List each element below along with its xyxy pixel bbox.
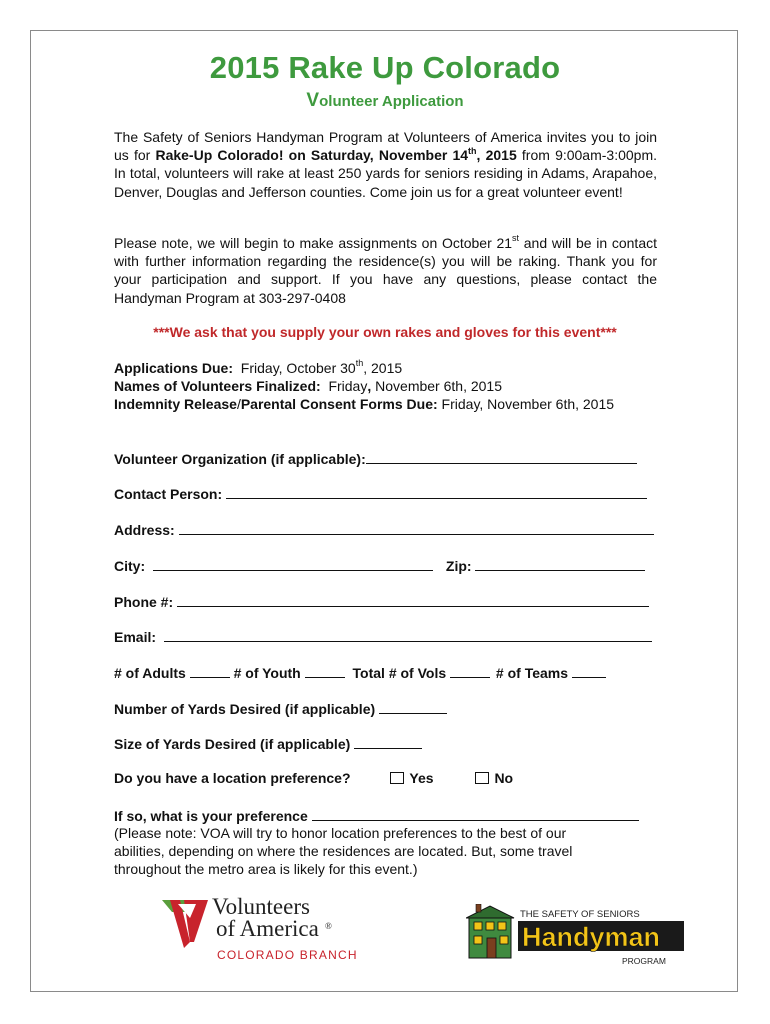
handyman-logo bbox=[466, 904, 686, 968]
handyman-bottom-text: PROGRAM bbox=[622, 956, 666, 966]
voa-logo bbox=[160, 892, 360, 964]
city-label: City: bbox=[114, 558, 153, 574]
page-title: 2015 Rake Up Colorado bbox=[209, 50, 561, 85]
applications-due-value: Friday, October 30 bbox=[233, 360, 356, 376]
intro-paragraph bbox=[114, 128, 657, 201]
indemnity-label-b: Parental Consent Forms Due: bbox=[240, 396, 438, 413]
names-finalized-comma: , bbox=[367, 378, 372, 395]
phone-field[interactable] bbox=[177, 592, 649, 607]
applications-due-line bbox=[114, 359, 674, 377]
yes-checkbox[interactable] bbox=[390, 772, 404, 784]
yards-number-label: Number of Yards Desired (if applicable) bbox=[114, 701, 380, 717]
yards-size-row bbox=[114, 734, 422, 754]
voa-line1: Volunteers bbox=[212, 894, 310, 919]
address-row bbox=[114, 520, 654, 540]
voa-line2: of America bbox=[216, 916, 319, 941]
location-row bbox=[114, 770, 513, 790]
handyman-top-text: THE SAFETY OF SENIORS bbox=[520, 909, 640, 920]
email-label: Email: bbox=[114, 629, 164, 645]
zip-label: Zip: bbox=[445, 558, 476, 574]
indemnity-due-value: Friday, November 6th, 2015 bbox=[437, 396, 615, 413]
assignment-text-1: Please note, we will begin to make assignments on October 21 bbox=[114, 235, 513, 251]
deadline-list bbox=[114, 359, 674, 414]
preference-label: If so, what is your preference bbox=[114, 808, 312, 824]
page-subtitle bbox=[0, 90, 770, 112]
preference-field[interactable] bbox=[312, 806, 639, 821]
names-finalized-date: November 6th, 2015 bbox=[371, 378, 502, 395]
no-label: No bbox=[494, 770, 514, 786]
zip-field[interactable] bbox=[475, 556, 645, 571]
voa-branch: COLORADO BRANCH bbox=[217, 948, 358, 962]
contact-field[interactable] bbox=[226, 484, 647, 499]
applications-due-label: Applications Due: bbox=[114, 360, 234, 376]
applications-due-sup: th bbox=[355, 358, 364, 369]
handyman-main-text: Handyman bbox=[522, 922, 661, 952]
city-field[interactable] bbox=[153, 556, 433, 571]
counts-row bbox=[114, 663, 606, 683]
youth-label: # of Youth bbox=[233, 665, 305, 681]
phone-label: Phone #: bbox=[114, 594, 178, 610]
indemnity-due-line bbox=[114, 395, 674, 413]
email-row bbox=[114, 627, 652, 647]
subtitle-rest: olunteer Application bbox=[319, 93, 464, 110]
intro-text-2: from 9:00am-3:00pm. In total, volunteers will rake at least 250 yards for seniors residing in Adams, Arapahoe, Denver, Douglas and Jefferson counties. Come join us for a great volunteer event! bbox=[114, 147, 658, 200]
yards-number-row bbox=[114, 699, 447, 719]
org-label: Volunteer Organization (if applicable): bbox=[114, 451, 366, 467]
yards-size-field[interactable] bbox=[354, 734, 422, 749]
voa-registered: ® bbox=[325, 921, 332, 931]
contact-label: Contact Person: bbox=[114, 486, 227, 502]
names-finalized-day: Friday bbox=[320, 378, 368, 395]
applications-due-tail: , 2015 bbox=[363, 360, 403, 376]
adults-field[interactable] bbox=[190, 663, 230, 678]
indemnity-slash: / bbox=[236, 396, 241, 413]
yards-number-field[interactable] bbox=[379, 699, 447, 714]
intro-text-1: The Safety of Seniors Handyman Program at Volunteers of America invites you to join us for bbox=[114, 129, 657, 164]
yards-size-label: Size of Yards Desired (if applicable) bbox=[114, 736, 355, 752]
yes-label: Yes bbox=[409, 770, 434, 786]
address-field[interactable] bbox=[179, 520, 654, 535]
house-icon bbox=[466, 904, 514, 958]
rakes-gloves-notice: ***We ask that you supply your own rakes and gloves for this event*** bbox=[153, 324, 617, 340]
org-field[interactable] bbox=[366, 449, 637, 464]
youth-field[interactable] bbox=[305, 663, 345, 678]
indemnity-label-a: Indemnity Release bbox=[114, 396, 237, 413]
city-zip-row bbox=[114, 556, 645, 576]
names-finalized-line bbox=[114, 377, 674, 395]
assignment-text-2: and will be in contact with further information regarding the residence(s) you will be raking. Thank you for your participation and support. If you have any questions, please contact the Handyman Program at 303-297-0408 bbox=[114, 235, 657, 306]
no-checkbox[interactable] bbox=[475, 772, 489, 784]
assignment-paragraph bbox=[114, 234, 657, 307]
email-field[interactable] bbox=[164, 627, 652, 642]
location-question: Do you have a location preference? bbox=[114, 770, 351, 786]
total-vols-field[interactable] bbox=[450, 663, 490, 678]
assignment-sup: st bbox=[512, 233, 520, 244]
address-label: Address: bbox=[114, 522, 179, 538]
subtitle-cap: V bbox=[306, 90, 320, 111]
teams-label: # of Teams bbox=[495, 665, 572, 681]
adults-label: # of Adults bbox=[114, 665, 190, 681]
contact-row bbox=[114, 484, 647, 504]
total-vols-label: Total # of Vols bbox=[352, 665, 451, 681]
phone-row bbox=[114, 592, 649, 612]
teams-field[interactable] bbox=[572, 663, 606, 678]
location-note: (Please note: VOA will try to honor location preferences to the best of our abilities, depending on where the residences are located. But, some travel throughout the metro area is likely for this event.) bbox=[114, 825, 573, 878]
names-finalized-label: Names of Volunteers Finalized: bbox=[114, 378, 321, 395]
intro-event-year: , 2015 bbox=[476, 147, 517, 164]
intro-sup: th bbox=[468, 145, 477, 156]
intro-event-name: Rake-Up Colorado! on Saturday, November 14 bbox=[155, 147, 469, 164]
preference-row bbox=[114, 806, 639, 826]
org-row bbox=[114, 449, 637, 469]
